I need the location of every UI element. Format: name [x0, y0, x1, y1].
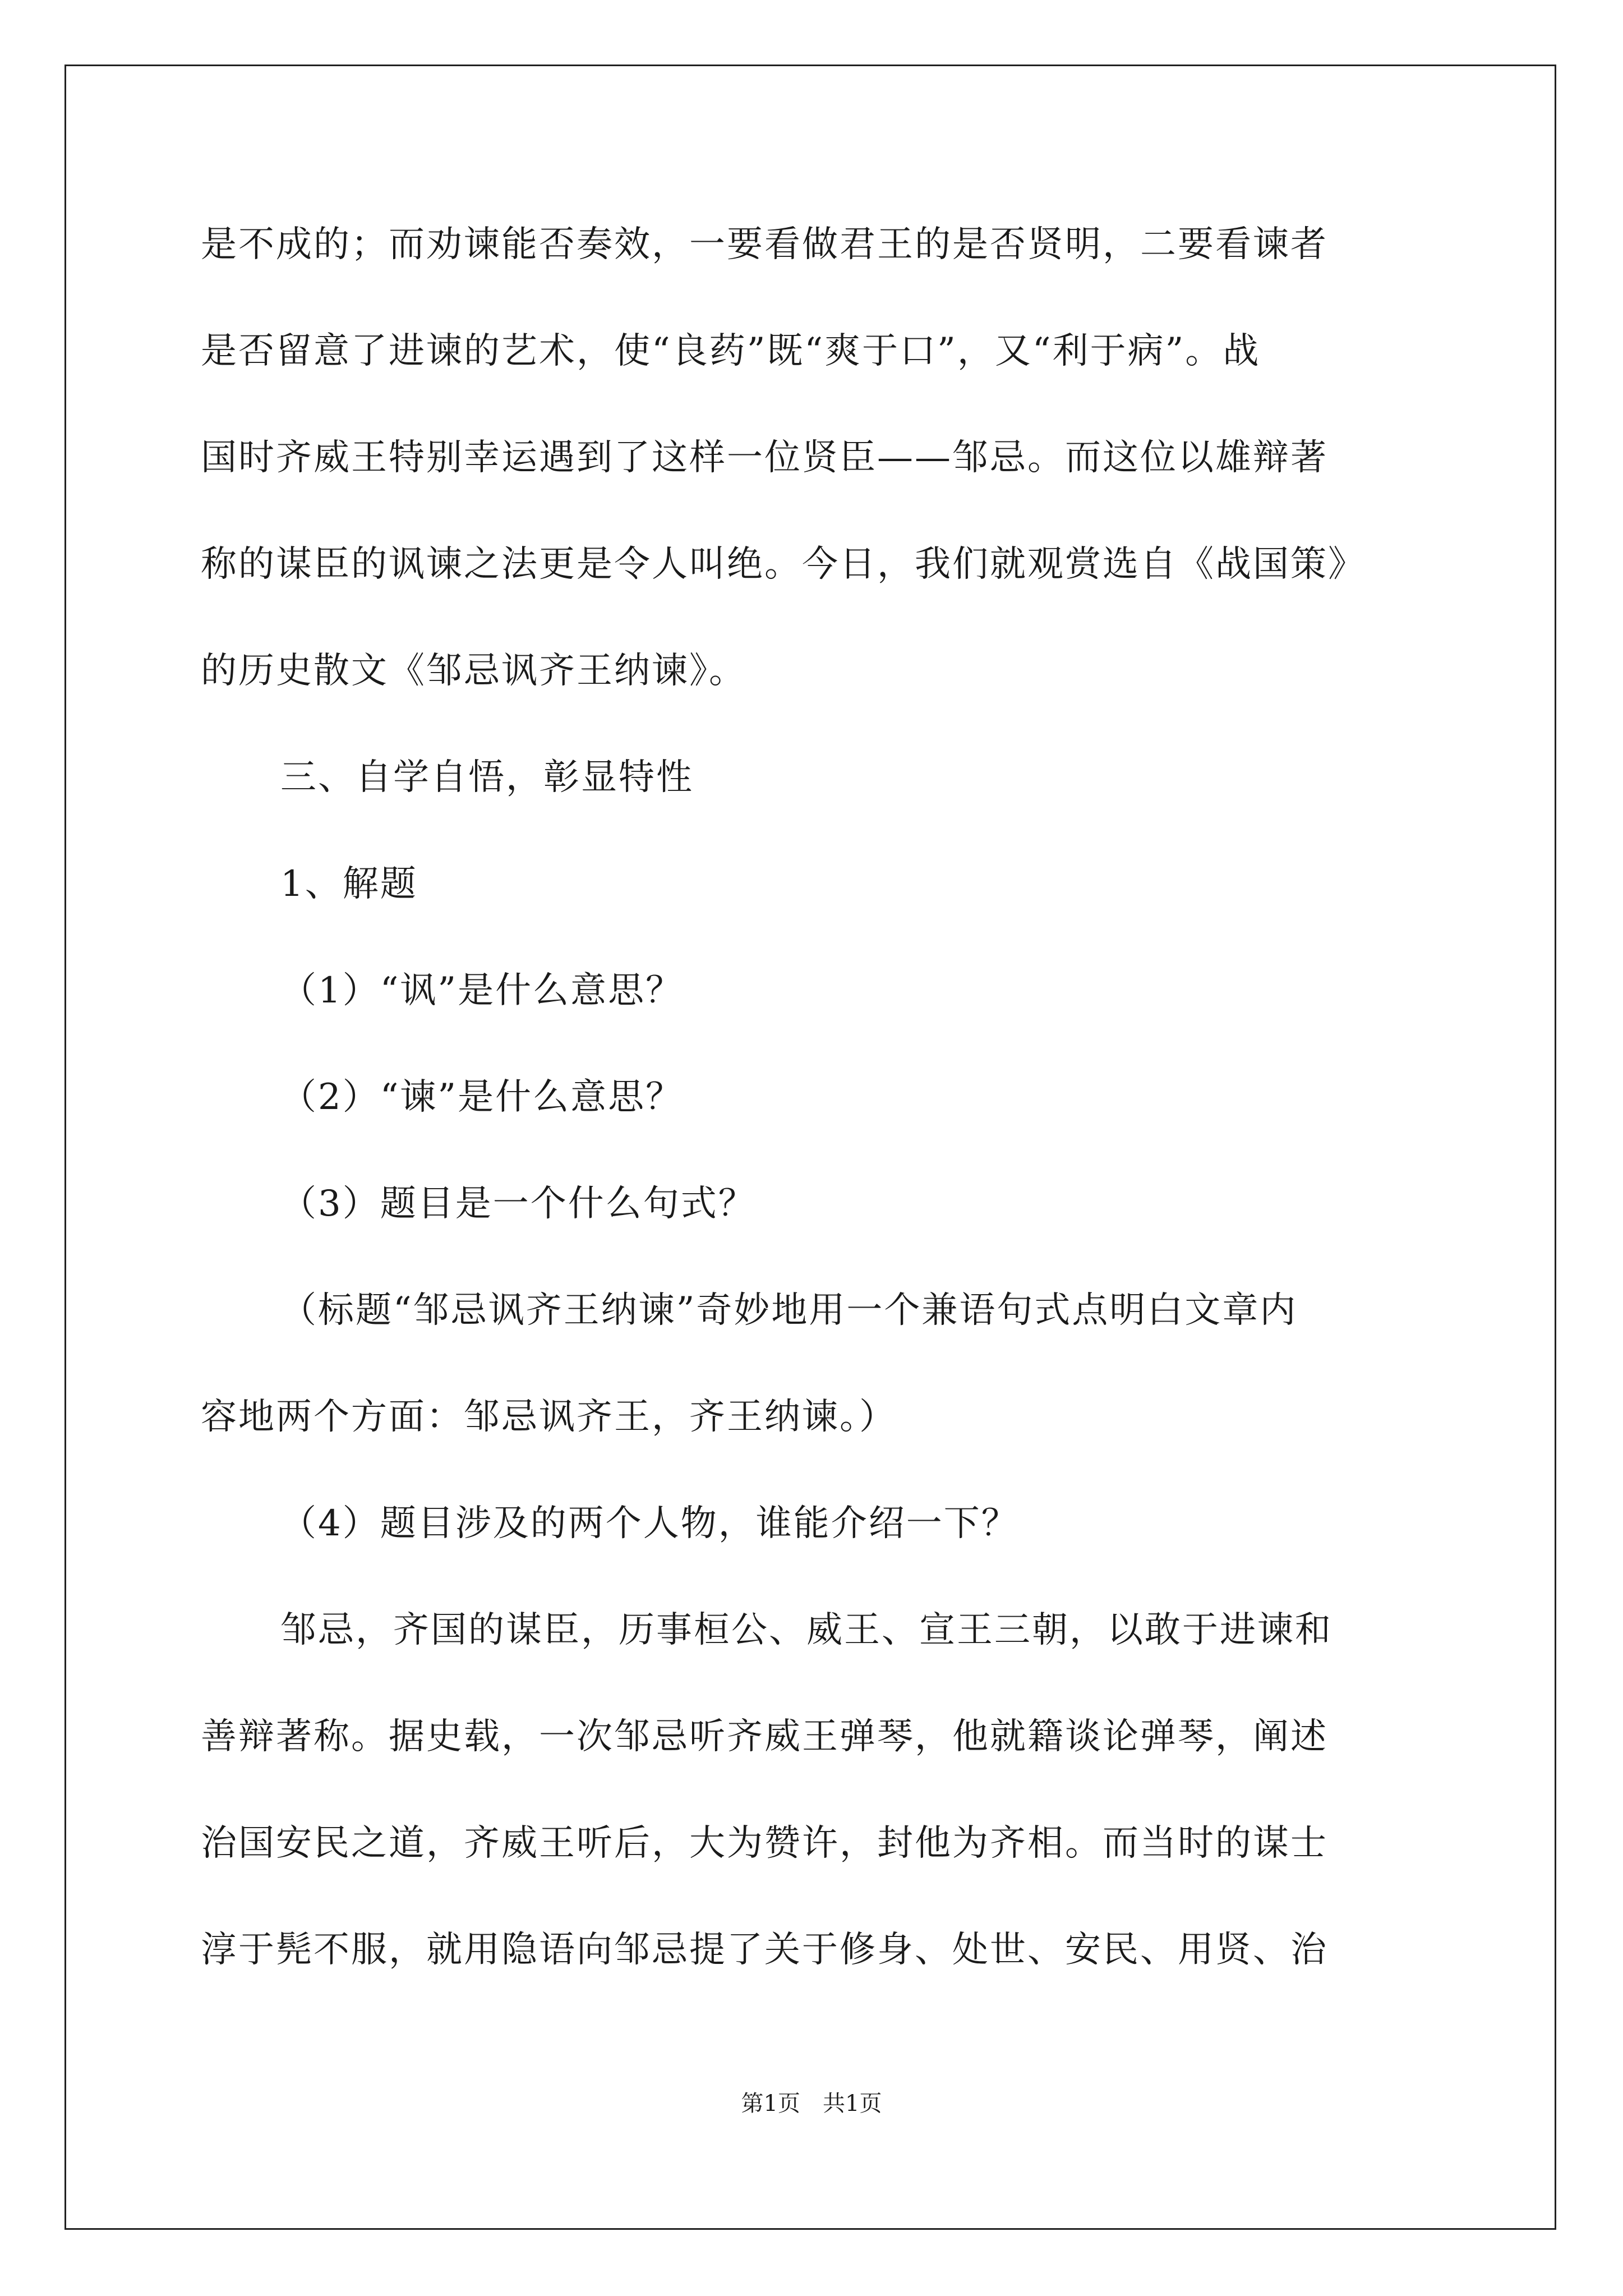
question-item: （1）“讽”是什么意思？ — [280, 970, 684, 1011]
total-page-count: 共1页 — [823, 2091, 882, 2116]
question-item: （2）“谏”是什么意思？ — [280, 1076, 684, 1118]
answer-paragraph: （标题“邹忌讽齐王纳谏”奇妙地用一个兼语句式点明白文章内 — [280, 1290, 1298, 1331]
text-line: 的历史散文《邹忌讽齐王纳谏》。 — [201, 650, 746, 692]
document-body — [201, 218, 1435, 2030]
text-line: 治国安民之道，齐威王听后，大为赞许，封他为齐相。而当时的谋士 — [201, 1823, 1328, 1864]
text-line: 容地两个方面：邹忌讽齐王，齐王纳谏。） — [201, 1396, 897, 1438]
text-line: 国时齐威王特别幸运遇到了这样一位贤臣——邹忌。而这位以雄辩著 — [201, 437, 1328, 478]
text-line: 善辩著称。据史载，一次邹忌听齐威王弹琴，他就籍谈论弹琴，阐述 — [201, 1716, 1328, 1757]
question-item: （3）题目是一个什么句式？ — [280, 1183, 756, 1225]
question-item: （4）题目涉及的两个人物，谁能介绍一下？ — [280, 1503, 1019, 1544]
text-line: 淳于髡不服，就用隐语向邹忌提了关于修身、处世、安民、用贤、治 — [201, 1929, 1328, 1971]
current-page-number: 第1页 — [741, 2091, 800, 2116]
subsection-heading: 1、解题 — [280, 863, 418, 905]
paragraph-start: 邹忌，齐国的谋臣，历事桓公、威王、宣王三朝，以敢于进谏和 — [280, 1609, 1332, 1651]
text-line: 是否留意了进谏的艺术，使“良药”既“爽于口”，又“利于病”。战 — [201, 330, 1261, 372]
text-line: 是不成的；而劝谏能否奏效，一要看做君王的是否贤明，二要看谏者 — [201, 224, 1328, 265]
text-line: 称的谋臣的讽谏之法更是令人叫绝。今日，我们就观赏选自《战国策》 — [201, 544, 1366, 585]
section-heading: 三、自学自悟，彰显特性 — [280, 757, 694, 798]
page-footer — [0, 2087, 1623, 2120]
